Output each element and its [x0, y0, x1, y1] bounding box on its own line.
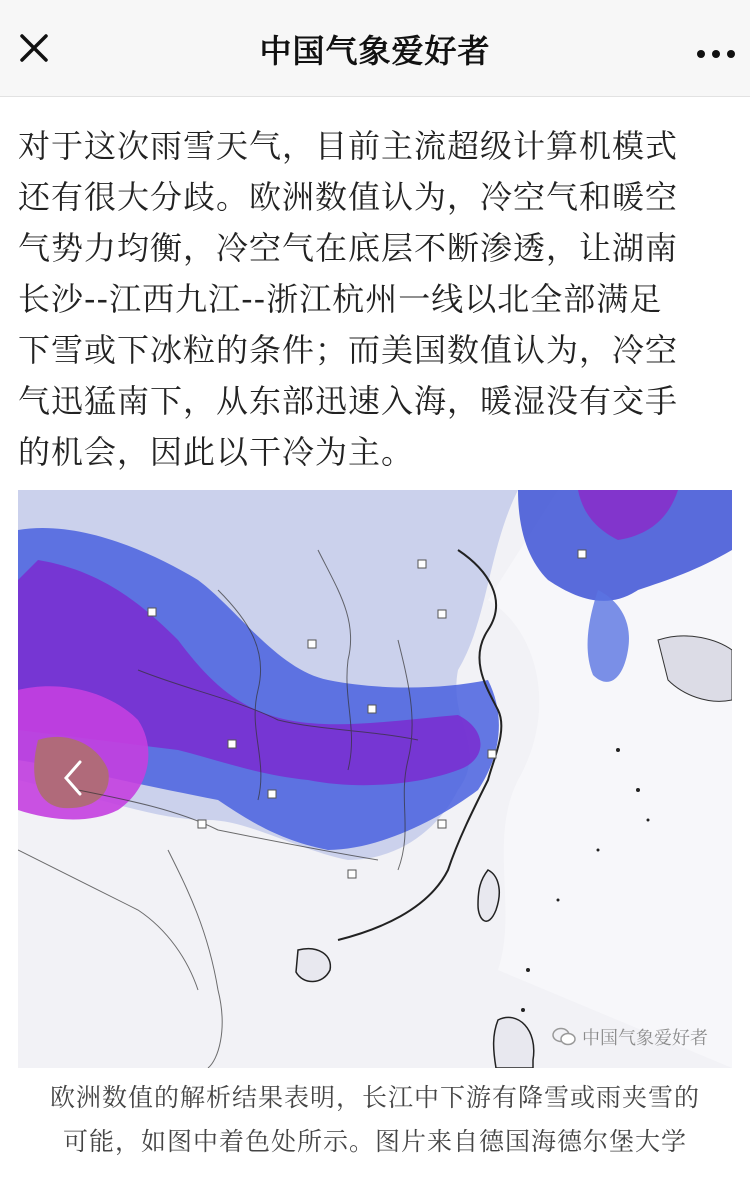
paragraph-line: 气势力均衡，冷空气在底层不断渗透，让湖南: [18, 229, 679, 267]
paragraph-line: 下雪或下冰粒的条件；而美国数值认为，冷空: [18, 331, 679, 369]
image-watermark: [552, 1024, 708, 1050]
watermark-text: 中国气象爱好者: [582, 1028, 708, 1049]
top-bar: [0, 0, 750, 97]
caption-line: 可能，如图中着色处所示。图片来自德国海德尔堡大学: [62, 1127, 687, 1156]
forecast-map-image[interactable]: [18, 490, 732, 1068]
paragraph-line: 气迅猛南下，从东部迅速入海，暖湿没有交手: [18, 382, 679, 420]
wechat-icon: [552, 1027, 576, 1047]
paragraph-line: 还有很大分歧。欧洲数值认为，冷空气和暖空: [18, 178, 679, 216]
paragraph-line: 的机会，因此以干冷为主。: [18, 433, 415, 471]
article-paragraph: [18, 121, 732, 478]
page-title: 中国气象爱好者: [259, 32, 491, 70]
paragraph-line: 对于这次雨雪天气，目前主流超级计算机模式: [18, 127, 679, 165]
paragraph-line: 长沙--江西九江--浙江杭州一线以北全部满足: [18, 280, 663, 318]
image-caption: [18, 1076, 732, 1164]
precipitation-map: [18, 490, 732, 1068]
caption-line: 欧洲数值的解析结果表明，长江中下游有降雪或雨夹雪的: [49, 1083, 700, 1112]
more-dots-icon: [696, 49, 736, 59]
more-button[interactable]: [696, 44, 736, 54]
